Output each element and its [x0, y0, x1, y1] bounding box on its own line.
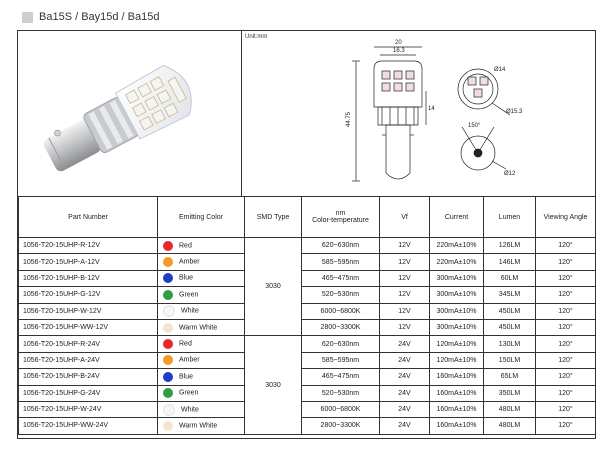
table-row [19, 319, 596, 335]
color-name: Green [179, 291, 199, 299]
col-color-temperature-unit: nm [335, 210, 346, 217]
vf-cell: 12V [380, 238, 430, 254]
table-header-row [19, 197, 596, 238]
dim-angle: 150° [468, 123, 481, 129]
part-number-cell: 1056-T20-15UHP-R-24V [19, 336, 158, 352]
current-cell: 160mA±10% [430, 369, 484, 385]
lumen-cell: 480LM [484, 401, 536, 417]
lumen-cell: 345LM [484, 287, 536, 303]
color-swatch [163, 241, 173, 251]
col-emitting-color: Emitting Color [158, 197, 245, 238]
title-marker [22, 12, 33, 23]
part-number-cell: 1056-T20-15UHP-R-12V [19, 238, 158, 254]
current-cell: 300mA±10% [430, 303, 484, 319]
emitting-color-cell [158, 319, 245, 335]
emitting-color-cell [158, 270, 245, 286]
dim-dia-inner: Ø14 [494, 67, 506, 73]
col-smd-type: SMD Type [245, 197, 302, 238]
viewing-angle-cell: 120° [536, 401, 596, 417]
dimension-drawing [242, 31, 595, 196]
part-number-cell: 1056-T20-15UHP-A-24V [19, 352, 158, 368]
emitting-color-cell [158, 303, 245, 319]
technical-drawing [242, 31, 595, 196]
part-number-cell: 1056-T20-15UHP-B-12V [19, 270, 158, 286]
color-name: Amber [179, 258, 200, 266]
viewing-angle-cell: 120° [536, 254, 596, 270]
wavelength-cell: 620~630nm [302, 238, 380, 254]
vf-cell: 12V [380, 270, 430, 286]
color-swatch [163, 273, 173, 283]
wavelength-cell: 520~530nm [302, 385, 380, 401]
table-row [19, 238, 596, 254]
dim-collar: 14 [428, 106, 435, 112]
lumen-cell: 60LM [484, 270, 536, 286]
page-header [22, 8, 159, 26]
emitting-color-cell [158, 385, 245, 401]
vf-cell: 24V [380, 352, 430, 368]
color-swatch [163, 372, 173, 382]
vf-cell: 24V [380, 418, 430, 434]
spec-table-body [19, 238, 596, 435]
col-color-temperature-label: Color-temperature [312, 217, 369, 224]
viewing-angle-cell: 120° [536, 270, 596, 286]
dim-dia-base: Ø12 [504, 171, 516, 177]
vf-cell: 24V [380, 336, 430, 352]
part-number-cell: 1056-T20-15UHP-W-12V [19, 303, 158, 319]
viewing-angle-cell: 120° [536, 369, 596, 385]
col-lumen: Lumen [484, 197, 536, 238]
spec-sheet [17, 30, 596, 439]
col-part-number: Part Number [19, 197, 158, 238]
color-name: White [181, 406, 199, 414]
lumen-cell: 350LM [484, 385, 536, 401]
color-swatch [163, 355, 173, 365]
emitting-color-cell [158, 369, 245, 385]
table-row [19, 401, 596, 417]
emitting-color-cell [158, 352, 245, 368]
wavelength-cell: 465~475nm [302, 369, 380, 385]
dim-dia-top: Ø15.3 [506, 109, 523, 115]
vf-cell: 12V [380, 287, 430, 303]
smd-type-cell: 3030 [245, 238, 302, 336]
led-bulb-image [18, 31, 241, 196]
col-viewing-angle: Viewing Angle [536, 197, 596, 238]
vf-cell: 12V [380, 303, 430, 319]
unit-label: Unit:mm [245, 34, 268, 40]
wavelength-cell: 620~630nm [302, 336, 380, 352]
wavelength-cell: 520~530nm [302, 287, 380, 303]
vf-cell: 12V [380, 254, 430, 270]
part-number-cell: 1056-T20-15UHP-B-24V [19, 369, 158, 385]
table-row [19, 303, 596, 319]
dim-width: 20 [395, 40, 402, 46]
table-row [19, 254, 596, 270]
wavelength-cell: 585~595nm [302, 254, 380, 270]
lumen-cell: 65LM [484, 369, 536, 385]
wavelength-cell: 6000~6800K [302, 401, 380, 417]
vf-cell: 24V [380, 385, 430, 401]
viewing-angle-cell: 120° [536, 238, 596, 254]
current-cell: 220mA±10% [430, 254, 484, 270]
current-cell: 160mA±10% [430, 385, 484, 401]
current-cell: 300mA±10% [430, 287, 484, 303]
color-name: Green [179, 389, 199, 397]
viewing-angle-cell: 120° [536, 336, 596, 352]
viewing-angle-cell: 120° [536, 352, 596, 368]
table-row [19, 385, 596, 401]
lumen-cell: 146LM [484, 254, 536, 270]
emitting-color-cell [158, 238, 245, 254]
table-row [19, 336, 596, 352]
color-swatch [163, 388, 173, 398]
color-swatch [163, 421, 173, 431]
dim-inner-width: 16.3 [393, 48, 405, 54]
col-vf: Vf [380, 197, 430, 238]
viewing-angle-cell: 120° [536, 385, 596, 401]
part-number-cell: 1056-T20-15UHP-A-12V [19, 254, 158, 270]
wavelength-cell: 2800~3300K [302, 319, 380, 335]
current-cell: 120mA±10% [430, 352, 484, 368]
lumen-cell: 450LM [484, 303, 536, 319]
viewing-angle-cell: 120° [536, 319, 596, 335]
emitting-color-cell [158, 401, 245, 417]
viewing-angle-cell: 120° [536, 303, 596, 319]
lumen-cell: 126LM [484, 238, 536, 254]
emitting-color-cell [158, 287, 245, 303]
lumen-cell: 130LM [484, 336, 536, 352]
emitting-color-cell [158, 254, 245, 270]
emitting-color-cell [158, 336, 245, 352]
col-current: Current [430, 197, 484, 238]
color-name: White [181, 307, 199, 315]
current-cell: 160mA±10% [430, 401, 484, 417]
table-row [19, 270, 596, 286]
color-swatch [163, 323, 173, 333]
smd-type-cell: 3030 [245, 336, 302, 434]
viewing-angle-cell: 120° [536, 287, 596, 303]
product-photo [18, 31, 242, 196]
part-number-cell: 1056-T20-15UHP-G-12V [19, 287, 158, 303]
color-name: Warm White [179, 324, 218, 332]
lumen-cell: 150LM [484, 352, 536, 368]
color-swatch [163, 339, 173, 349]
wavelength-cell: 2800~3300K [302, 418, 380, 434]
lumen-cell: 450LM [484, 319, 536, 335]
current-cell: 160mA±10% [430, 418, 484, 434]
lumen-cell: 480LM [484, 418, 536, 434]
color-name: Red [179, 340, 192, 348]
page-title: Ba15S / Bay15d / Ba15d [39, 11, 160, 23]
color-swatch [163, 404, 175, 416]
color-name: Blue [179, 373, 194, 381]
color-name: Amber [179, 356, 200, 364]
part-number-cell: 1056-T20-15UHP-WW-24V [19, 418, 158, 434]
table-row [19, 352, 596, 368]
current-cell: 220mA±10% [430, 238, 484, 254]
current-cell: 120mA±10% [430, 336, 484, 352]
table-row [19, 369, 596, 385]
color-swatch [163, 305, 175, 317]
color-swatch [163, 257, 173, 267]
table-row [19, 287, 596, 303]
color-name: Warm White [179, 422, 218, 430]
dim-height: 44.75 [346, 111, 352, 127]
emitting-color-cell [158, 418, 245, 434]
vf-cell: 24V [380, 369, 430, 385]
part-number-cell: 1056-T20-15UHP-W-24V [19, 401, 158, 417]
vf-cell: 12V [380, 319, 430, 335]
table-row [19, 418, 596, 434]
viewing-angle-cell: 120° [536, 418, 596, 434]
wavelength-cell: 6000~6800K [302, 303, 380, 319]
vf-cell: 24V [380, 401, 430, 417]
spec-table [18, 196, 596, 435]
color-name: Blue [179, 274, 194, 282]
wavelength-cell: 465~475nm [302, 270, 380, 286]
col-color-temperature [302, 197, 380, 238]
wavelength-cell: 585~595nm [302, 352, 380, 368]
current-cell: 300mA±10% [430, 319, 484, 335]
part-number-cell: 1056-T20-15UHP-G-24V [19, 385, 158, 401]
current-cell: 300mA±10% [430, 270, 484, 286]
part-number-cell: 1056-T20-15UHP-WW-12V [19, 319, 158, 335]
color-swatch [163, 290, 173, 300]
color-name: Red [179, 242, 192, 250]
